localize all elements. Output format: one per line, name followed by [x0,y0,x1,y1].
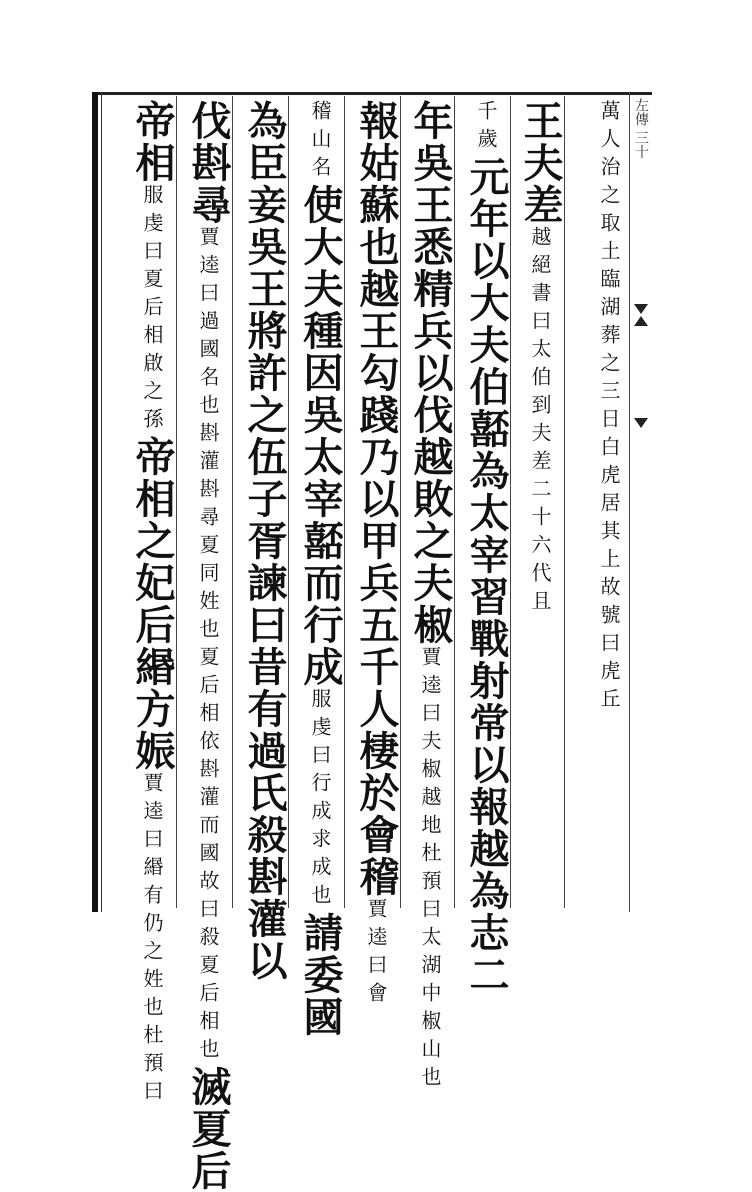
annotation-text-c5-3: 曰會 [364,954,388,1010]
annotation-text-c2-3: 夫差二十六代且 [528,422,552,618]
annotation-text-c6-1: 稽山名 [308,100,332,184]
main-text-c5-1: 報姑蘇也越王勾踐乃以甲兵五千人棲於會稽 [353,100,400,898]
text-column-1 [566,100,620,908]
main-text-c3-2: 元年以大夫伯嚭為太宰習戰射常以報越為志二 [463,156,510,996]
annotation-text-c8-2: 賈逵曰過國名也斟灌斟尋夏同姓也 [196,226,220,646]
annotation-text-c9-5: 賈逵曰緡有仍 [140,772,164,940]
margin-label: 左傳 三十 [633,98,649,159]
main-text-c4-1: 年吳王悉精兵以伐越敗之夫椒 [407,100,454,646]
column-rule [344,96,345,908]
column-rule [510,96,511,908]
frame-left-inner-border [101,92,102,912]
annotation-text-c5-2: 賈逵 [364,898,388,954]
annotation-text-c9-2: 服虔曰夏后 [140,184,164,324]
margin-strip [629,92,652,912]
annotation-text-c4-2: 賈逵曰夫椒越地杜 [418,646,442,870]
annotation-text-c4-3: 預曰太湖中椒山也 [418,870,442,1094]
annotation-text-c9-3: 相啟之孫 [140,324,164,436]
text-column-4 [400,100,454,1094]
column-rule [288,96,289,908]
column-rule [454,96,455,908]
column-rule [564,96,565,908]
annotation-text-c6-3: 服虔曰行 [308,688,332,800]
frame-left-border [92,92,98,912]
page-frame [92,92,652,1192]
text-column-8 [178,100,232,1192]
column-rule [400,96,401,908]
main-text-c9-1: 帝相 [129,100,176,184]
annotation-text-c1-1: 萬人治之取土臨湖葬之三 [597,100,621,408]
text-column-3 [456,100,510,996]
text-column-2 [510,100,564,908]
annotation-text-c8-3: 夏后相依斟灌而國故曰殺夏后相也 [196,646,220,1066]
text-column-6 [290,100,344,1038]
fish-tail-mark-lower-icon [633,416,649,442]
text-column-9 [122,100,176,1108]
annotation-text-c1-2: 日白虎居其上故號曰虎丘 [597,408,621,716]
main-text-c6-5: 請委國 [297,912,344,1038]
column-rule [176,96,177,908]
column-rule [232,96,233,908]
fish-tail-mark-icon [633,302,649,328]
annotation-text-c3-1: 千歲 [474,100,498,156]
main-text-c8-4: 滅夏后 [185,1066,232,1192]
main-text-c6-2: 使大夫種因吳太宰嚭而行成 [297,184,344,688]
text-column-5 [346,100,400,1010]
main-text-c7-1: 為臣妾吳王將許之伍子胥諫曰昔有過氏殺斟灌以 [241,100,288,982]
main-text-c8-1: 伐斟尋 [185,100,232,226]
main-text-c2-1: 王夫差 [517,100,564,226]
annotation-text-c6-4: 成求成也 [308,800,332,912]
annotation-text-c2-2: 越絕書曰太伯到 [528,226,552,422]
text-column-7 [234,100,288,982]
frame-top-border [92,92,652,95]
annotation-text-c9-6: 之姓也杜預曰 [140,940,164,1108]
main-text-c9-4: 帝相之妃后緡方娠 [129,436,176,772]
